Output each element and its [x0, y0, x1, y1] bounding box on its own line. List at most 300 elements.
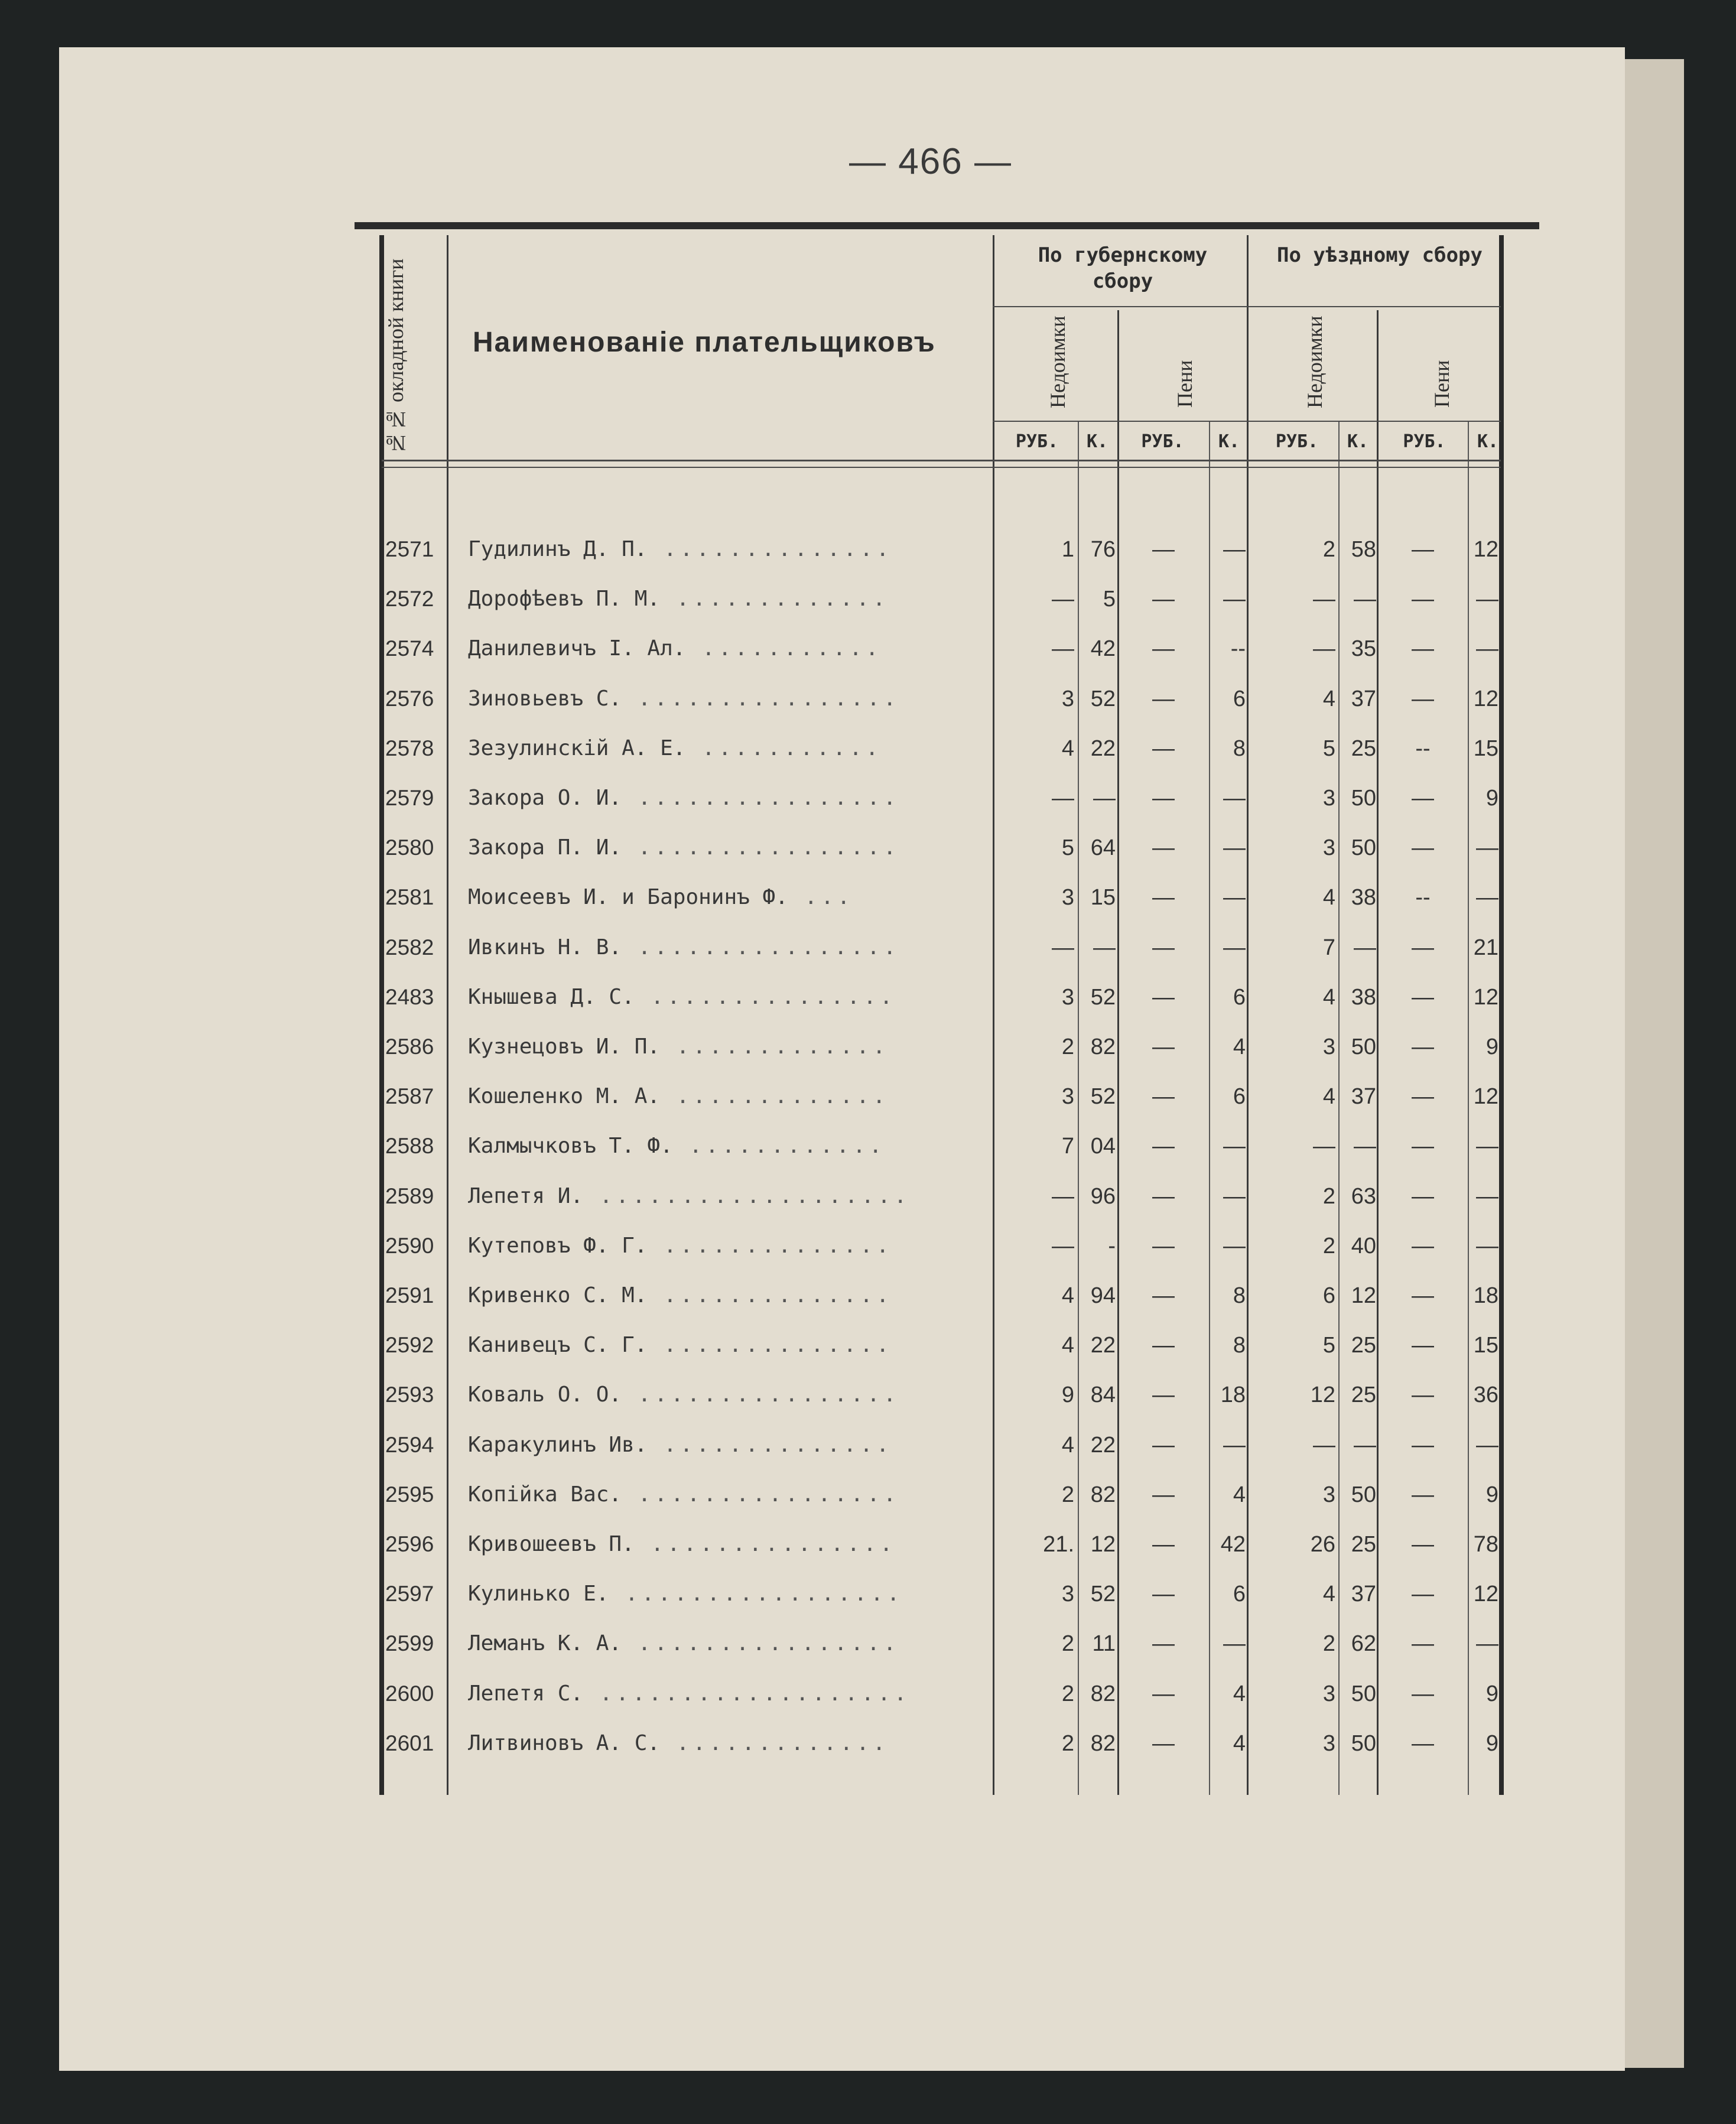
gub-peni-rub: — [1152, 1532, 1175, 1557]
uezd-nedoimki-kop: 50 [1351, 1035, 1376, 1059]
gub-peni-kop: — [1223, 587, 1246, 612]
uezd-peni-kop: 15 [1473, 1333, 1498, 1358]
gub-nedoimki-kop: 15 [1090, 885, 1116, 910]
uezd-nedoimki-rub: 3 [1322, 1482, 1335, 1507]
uezd-peni-kop: — [1476, 1134, 1498, 1159]
unit-uezd-peni-kop: К. [1477, 431, 1499, 452]
payer-name: Закора О. И. ................ [468, 786, 900, 810]
header-group-underline [993, 306, 1501, 307]
table-row [0, 1121, 1736, 1171]
payer-name: Кутеповъ Ф. Г. .............. [468, 1233, 893, 1258]
payer-name: Лепетя С. ................... [468, 1681, 911, 1706]
table-row [0, 1669, 1736, 1719]
book-number: 2599 [385, 1631, 434, 1656]
gub-peni-rub: — [1152, 636, 1175, 662]
table-row [0, 1619, 1736, 1668]
uezd-nedoimki-rub: 2 [1322, 1631, 1335, 1657]
gub-nedoimki-rub: 2 [1061, 1731, 1074, 1756]
gub-nedoimki-kop: 82 [1090, 1035, 1116, 1059]
payer-name: Данилевичъ І. Ал. ........... [468, 636, 882, 661]
uezd-peni-kop: — [1476, 885, 1498, 910]
gub-peni-rub: — [1152, 1731, 1175, 1756]
gub-peni-rub: — [1152, 587, 1175, 612]
gub-peni-rub: — [1152, 1084, 1175, 1110]
gub-peni-rub: — [1152, 835, 1175, 861]
gub-nedoimki-kop: 22 [1090, 1333, 1116, 1358]
gub-peni-rub: — [1152, 1383, 1175, 1408]
uezd-nedoimki-rub: — [1313, 587, 1335, 612]
payer-name: Кривошеевъ П. ............... [468, 1532, 896, 1556]
uezd-nedoimki-kop: 50 [1351, 786, 1376, 811]
uezd-nedoimki-kop: 37 [1351, 686, 1376, 711]
book-number: 2586 [385, 1035, 434, 1059]
gub-peni-kop: 8 [1233, 736, 1246, 761]
header-gub-group: По губернскому сбору [1038, 243, 1208, 293]
page-number: — 466 — [849, 141, 1012, 182]
payer-name: Литвиновъ А. С. ............. [468, 1731, 889, 1755]
uezd-nedoimki-rub: 4 [1322, 885, 1335, 910]
leader-dots: ............ [672, 1134, 886, 1159]
uezd-peni-rub: — [1412, 1333, 1434, 1358]
gub-nedoimki-rub: 3 [1061, 885, 1074, 910]
gub-peni-kop: 4 [1233, 1035, 1246, 1059]
leader-dots: ................ [622, 835, 900, 860]
gub-nedoimki-rub: 2 [1061, 1681, 1074, 1706]
payer-name: Моисеевъ И. и Баронинъ Ф. ... [468, 885, 854, 910]
header-payers-name: Наименованіе плательщиковъ [473, 327, 936, 358]
uezd-peni-kop: 12 [1473, 686, 1498, 711]
uezd-peni-rub: — [1412, 1532, 1434, 1557]
gub-peni-rub: — [1152, 686, 1175, 711]
gub-peni-rub: — [1152, 1233, 1175, 1258]
uezd-peni-rub: — [1412, 1134, 1434, 1159]
uezd-peni-kop: 18 [1473, 1283, 1498, 1308]
uezd-nedoimki-kop: 50 [1351, 1731, 1376, 1756]
gub-peni-rub: — [1152, 1681, 1175, 1706]
uezd-peni-kop: 21 [1473, 935, 1498, 960]
leader-dots: ... [788, 885, 854, 910]
gub-peni-kop: — [1223, 1233, 1246, 1258]
uezd-nedoimki-kop: 37 [1351, 1582, 1376, 1607]
leader-dots: .............. [647, 1233, 893, 1258]
table-row [0, 1420, 1736, 1470]
uezd-nedoimki-rub: 4 [1322, 984, 1335, 1010]
gub-nedoimki-kop: 82 [1090, 1482, 1116, 1507]
gub-peni-kop: — [1223, 885, 1246, 910]
uezd-nedoimki-kop: 50 [1351, 1681, 1376, 1706]
gub-nedoimki-rub: 1 [1061, 537, 1074, 562]
gub-nedoimki-rub: 4 [1061, 1283, 1074, 1308]
header-uezd-nedoimki: Недоимки [1303, 315, 1327, 408]
gub-peni-rub: — [1152, 1333, 1175, 1358]
payer-name: Калмычковъ Т. Ф. ............ [468, 1134, 886, 1159]
gub-peni-rub: — [1152, 1134, 1175, 1159]
uezd-peni-rub: — [1412, 1731, 1434, 1756]
uezd-nedoimki-kop: — [1354, 587, 1376, 612]
gub-peni-kop: 4 [1233, 1731, 1246, 1756]
gub-nedoimki-rub: 3 [1061, 686, 1074, 711]
gub-peni-kop: — [1223, 1134, 1246, 1159]
leader-dots: ................ [622, 1482, 900, 1507]
gub-nedoimki-rub: 3 [1061, 984, 1074, 1010]
gub-peni-rub: — [1152, 1482, 1175, 1507]
uezd-peni-rub: — [1412, 1482, 1434, 1507]
book-number: 2576 [385, 686, 434, 711]
gub-nedoimki-kop: 52 [1090, 1084, 1116, 1110]
uezd-peni-rub: — [1412, 1283, 1434, 1308]
header-units-line [993, 421, 1501, 422]
gub-nedoimki-kop: — [1093, 786, 1116, 811]
table-row [0, 972, 1736, 1022]
header-bottom-line-2 [382, 467, 1501, 468]
uezd-nedoimki-rub: — [1313, 1134, 1335, 1159]
uezd-nedoimki-kop: 25 [1351, 1383, 1376, 1408]
table-row [0, 1022, 1736, 1072]
payer-name: Канивецъ С. Г. .............. [468, 1333, 893, 1358]
gub-nedoimki-kop: - [1108, 1233, 1116, 1258]
uezd-nedoimki-kop: 63 [1351, 1183, 1376, 1209]
gub-nedoimki-rub: 3 [1061, 1084, 1074, 1110]
gub-nedoimki-rub: 4 [1061, 1432, 1074, 1458]
gub-nedoimki-rub: 4 [1061, 1333, 1074, 1358]
unit-gub-peni-kop: К. [1218, 431, 1240, 452]
gub-nedoimki-kop: 52 [1090, 984, 1116, 1010]
payer-name: Кулинько Е. ................. [468, 1582, 903, 1606]
uezd-nedoimki-kop: 58 [1351, 537, 1376, 562]
book-number: 2595 [385, 1482, 434, 1507]
uezd-peni-kop: — [1476, 1631, 1498, 1657]
uezd-peni-rub: — [1412, 1233, 1434, 1258]
gub-nedoimki-kop: — [1093, 935, 1116, 960]
payer-name: Кошеленко М. А. ............. [468, 1084, 889, 1109]
gub-nedoimki-rub: 2 [1061, 1035, 1074, 1059]
gub-nedoimki-kop: 82 [1090, 1731, 1116, 1756]
uezd-peni-kop: 12 [1473, 1084, 1498, 1110]
uezd-nedoimki-kop: 37 [1351, 1084, 1376, 1110]
unit-uezd-peni-rub: РУБ. [1403, 431, 1446, 452]
leader-dots: ........... [685, 636, 882, 661]
gub-peni-kop: — [1223, 1432, 1246, 1458]
gub-peni-rub: — [1152, 736, 1175, 761]
gub-nedoimki-rub: 21. [1043, 1532, 1074, 1557]
gub-nedoimki-kop: 22 [1090, 1432, 1116, 1458]
gub-peni-rub: — [1152, 1432, 1175, 1458]
gub-peni-rub: — [1152, 1035, 1175, 1059]
gub-peni-kop: — [1223, 786, 1246, 811]
book-number: 2582 [385, 935, 434, 959]
book-number: 2597 [385, 1582, 434, 1606]
uezd-nedoimki-kop: 40 [1351, 1233, 1376, 1258]
gub-nedoimki-rub: — [1052, 935, 1074, 960]
table-row [0, 1221, 1736, 1271]
uezd-peni-kop: 15 [1473, 736, 1498, 761]
uezd-peni-rub: — [1412, 1084, 1434, 1110]
gub-nedoimki-kop: 64 [1090, 835, 1116, 861]
header-book-number: №№ окладной книги [384, 258, 408, 455]
gub-nedoimki-rub: 3 [1061, 1582, 1074, 1607]
uezd-nedoimki-rub: 4 [1322, 1582, 1335, 1607]
uezd-nedoimki-rub: 7 [1322, 935, 1335, 960]
uezd-nedoimki-kop: — [1354, 935, 1376, 960]
table-row [0, 1320, 1736, 1370]
table-row [0, 1172, 1736, 1221]
leader-dots: ................ [622, 786, 900, 810]
uezd-nedoimki-kop: 35 [1351, 636, 1376, 662]
unit-gub-nedoimki-kop: К. [1086, 431, 1108, 452]
gub-peni-kop: 8 [1233, 1283, 1246, 1308]
leader-dots: ................... [583, 1681, 911, 1706]
gub-nedoimki-rub: — [1052, 636, 1074, 662]
payer-name: Каракулинъ Ив. .............. [468, 1432, 893, 1457]
book-number: 2580 [385, 835, 434, 860]
gub-peni-kop: 18 [1220, 1383, 1246, 1408]
uezd-nedoimki-rub: 12 [1310, 1383, 1335, 1408]
payer-name: Лепетя И. ................... [468, 1183, 911, 1208]
gub-nedoimki-rub: — [1052, 786, 1074, 811]
payer-name: Зезулинскій А. Е. ........... [468, 736, 882, 760]
gub-peni-kop: 4 [1233, 1482, 1246, 1507]
payer-name: Леманъ К. А. ................ [468, 1631, 900, 1656]
unit-gub-nedoimki-rub: РУБ. [1015, 431, 1059, 452]
payer-name: Кривенко С. М. .............. [468, 1283, 893, 1307]
uezd-peni-rub: — [1412, 587, 1434, 612]
payer-name: Копійка Вас. ................ [468, 1482, 900, 1507]
leader-dots: .............. [647, 1432, 893, 1457]
gub-nedoimki-kop: 84 [1090, 1383, 1116, 1408]
uezd-peni-kop: — [1476, 1183, 1498, 1209]
gub-peni-kop: — [1223, 935, 1246, 960]
header-gub-nedoimki: Недоимки [1046, 315, 1069, 408]
uezd-peni-kop: 9 [1485, 1731, 1498, 1756]
table-row [0, 674, 1736, 724]
unit-uezd-nedoimki-rub: РУБ. [1275, 431, 1319, 452]
uezd-nedoimki-rub: — [1313, 636, 1335, 662]
leader-dots: ............. [660, 1084, 889, 1109]
book-number: 2592 [385, 1333, 434, 1358]
uezd-nedoimki-rub: 2 [1322, 1233, 1335, 1258]
header-bottom-line [382, 460, 1501, 461]
gub-peni-kop: 4 [1233, 1681, 1246, 1706]
unit-uezd-nedoimki-kop: К. [1347, 431, 1369, 452]
table-row [0, 1569, 1736, 1619]
book-number: 2579 [385, 786, 434, 810]
leader-dots: ........... [685, 736, 882, 760]
uezd-peni-rub: -- [1415, 736, 1431, 761]
book-number: 2587 [385, 1084, 434, 1109]
uezd-peni-rub: — [1412, 935, 1434, 960]
table-row [0, 873, 1736, 922]
header-gub-peni: Пени [1173, 360, 1197, 408]
gub-peni-kop: 6 [1233, 1582, 1246, 1607]
gub-peni-kop: — [1223, 1183, 1246, 1209]
gub-nedoimki-rub: 2 [1061, 1631, 1074, 1657]
gub-peni-kop: 6 [1233, 1084, 1246, 1110]
gub-peni-rub: — [1152, 935, 1175, 960]
gub-nedoimki-rub: — [1052, 1183, 1074, 1209]
payer-name: Закора П. И. ................ [468, 835, 900, 860]
uezd-peni-kop: — [1476, 587, 1498, 612]
book-number: 2571 [385, 537, 434, 561]
table-row [0, 1470, 1736, 1520]
uezd-peni-rub: — [1412, 1631, 1434, 1657]
uezd-nedoimki-kop: — [1354, 1432, 1376, 1458]
leader-dots: ................. [609, 1582, 903, 1606]
leader-dots: ............. [660, 1035, 889, 1059]
payer-name: Коваль О. О. ................ [468, 1383, 900, 1407]
leader-dots: ................ [622, 1383, 900, 1407]
payer-name: Гудилинъ Д. П. .............. [468, 537, 893, 561]
leader-dots: ................ [622, 935, 900, 959]
uezd-nedoimki-rub: 2 [1322, 537, 1335, 562]
uezd-nedoimki-kop: 62 [1351, 1631, 1376, 1657]
book-number: 2572 [385, 587, 434, 611]
uezd-nedoimki-rub: 26 [1310, 1532, 1335, 1557]
gub-nedoimki-kop: 52 [1090, 1582, 1116, 1607]
gub-nedoimki-kop: 22 [1090, 736, 1116, 761]
uezd-peni-kop: 78 [1473, 1532, 1498, 1557]
leader-dots: ............... [634, 1532, 896, 1556]
uezd-nedoimki-rub: 3 [1322, 835, 1335, 861]
gub-peni-kop: 8 [1233, 1333, 1246, 1358]
uezd-nedoimki-rub: 4 [1322, 686, 1335, 711]
gub-nedoimki-kop: 94 [1090, 1283, 1116, 1308]
uezd-nedoimki-rub: 3 [1322, 1035, 1335, 1059]
gub-peni-rub: — [1152, 1631, 1175, 1657]
payer-name: Кнышева Д. С. ............... [468, 984, 896, 1009]
gub-nedoimki-kop: 04 [1090, 1134, 1116, 1159]
uezd-peni-kop: 9 [1485, 1482, 1498, 1507]
gub-nedoimki-rub: — [1052, 587, 1074, 612]
uezd-nedoimki-kop: 50 [1351, 835, 1376, 861]
gub-peni-kop: -- [1230, 636, 1246, 662]
table-row [0, 724, 1736, 773]
payer-name: Кузнецовъ И. П. ............. [468, 1035, 889, 1059]
uezd-peni-rub: — [1412, 636, 1434, 662]
book-number: 2601 [385, 1731, 434, 1755]
book-number: 2578 [385, 736, 434, 760]
table-row [0, 1370, 1736, 1420]
payer-name: Зиновьевъ С. ................ [468, 686, 900, 711]
gub-peni-kop: 6 [1233, 984, 1246, 1010]
uezd-nedoimki-kop: 38 [1351, 984, 1376, 1010]
gub-nedoimki-kop: 5 [1103, 587, 1116, 612]
gub-peni-kop: — [1223, 537, 1246, 562]
payer-name: Ивкинъ Н. В. ................ [468, 935, 900, 959]
book-number: 2581 [385, 885, 434, 910]
leader-dots: .............. [647, 1333, 893, 1358]
table-row [0, 525, 1736, 574]
gub-peni-kop: — [1223, 835, 1246, 861]
table-row [0, 624, 1736, 674]
gub-nedoimki-rub: 9 [1061, 1383, 1074, 1408]
uezd-peni-kop: 12 [1473, 984, 1498, 1010]
uezd-nedoimki-rub: 4 [1322, 1084, 1335, 1110]
gub-peni-rub: — [1152, 885, 1175, 910]
uezd-peni-rub: — [1412, 686, 1434, 711]
leader-dots: .............. [647, 537, 893, 561]
book-number: 2574 [385, 636, 434, 661]
table-top-rule [355, 222, 1539, 229]
gub-peni-rub: — [1152, 537, 1175, 562]
leader-dots: ................ [622, 686, 900, 711]
gub-nedoimki-kop: 52 [1090, 686, 1116, 711]
book-number: 2589 [385, 1183, 434, 1208]
payer-name: Дорофѣевъ П. М. ............. [468, 587, 889, 611]
gub-peni-rub: — [1152, 1582, 1175, 1607]
uezd-nedoimki-kop: 25 [1351, 1532, 1376, 1557]
gub-peni-rub: — [1152, 1283, 1175, 1308]
gub-peni-kop: 42 [1220, 1532, 1246, 1557]
uezd-peni-kop: — [1476, 636, 1498, 662]
uezd-peni-kop: 12 [1473, 1582, 1498, 1607]
uezd-peni-kop: — [1476, 835, 1498, 861]
uezd-nedoimki-rub: 3 [1322, 1731, 1335, 1756]
uezd-nedoimki-rub: 5 [1322, 1333, 1335, 1358]
uezd-peni-rub: — [1412, 1183, 1434, 1209]
book-number: 2588 [385, 1134, 434, 1159]
uezd-nedoimki-kop: 25 [1351, 1333, 1376, 1358]
uezd-nedoimki-rub: 6 [1322, 1283, 1335, 1308]
gub-nedoimki-rub: 2 [1061, 1482, 1074, 1507]
gub-peni-rub: — [1152, 786, 1175, 811]
gub-nedoimki-kop: 82 [1090, 1681, 1116, 1706]
uezd-peni-rub: — [1412, 1035, 1434, 1059]
uezd-nedoimki-rub: — [1313, 1432, 1335, 1458]
uezd-peni-rub: — [1412, 1582, 1434, 1607]
gub-nedoimki-rub: 7 [1061, 1134, 1074, 1159]
gub-peni-kop: 6 [1233, 686, 1246, 711]
book-number: 2593 [385, 1383, 434, 1407]
uezd-nedoimki-kop: 50 [1351, 1482, 1376, 1507]
leader-dots: ............. [660, 587, 889, 611]
header-uezd-group: По уѣздному сбору [1277, 243, 1483, 267]
uezd-peni-rub: — [1412, 835, 1434, 861]
uezd-nedoimki-rub: 5 [1322, 736, 1335, 761]
leader-dots: ................... [583, 1183, 911, 1208]
uezd-nedoimki-rub: 3 [1322, 1681, 1335, 1706]
table-row [0, 1072, 1736, 1121]
gub-nedoimki-rub: 4 [1061, 736, 1074, 761]
uezd-peni-kop: 12 [1473, 537, 1498, 562]
book-number: 2483 [385, 984, 434, 1009]
uezd-peni-rub: -- [1415, 885, 1431, 910]
table-row [0, 1520, 1736, 1569]
gub-nedoimki-rub: 5 [1061, 835, 1074, 861]
book-number: 2600 [385, 1681, 434, 1706]
uezd-nedoimki-kop: 38 [1351, 885, 1376, 910]
uezd-peni-kop: — [1476, 1233, 1498, 1258]
gub-nedoimki-kop: 76 [1090, 537, 1116, 562]
leader-dots: ............. [660, 1731, 889, 1755]
book-number: 2594 [385, 1432, 434, 1457]
uezd-peni-kop: 9 [1485, 1681, 1498, 1706]
uezd-peni-kop: — [1476, 1432, 1498, 1458]
table-row [0, 1271, 1736, 1320]
book-number: 2596 [385, 1532, 434, 1556]
uezd-peni-rub: — [1412, 1383, 1434, 1408]
uezd-peni-kop: 9 [1485, 786, 1498, 811]
header-uezd-peni: Пени [1430, 360, 1454, 408]
gub-peni-rub: — [1152, 984, 1175, 1010]
uezd-peni-rub: — [1412, 1432, 1434, 1458]
gub-peni-kop: — [1223, 1631, 1246, 1657]
gub-nedoimki-kop: 42 [1090, 636, 1116, 662]
table-row [0, 574, 1736, 624]
table-row [0, 923, 1736, 972]
gub-nedoimki-kop: 11 [1092, 1631, 1116, 1657]
gub-nedoimki-kop: 12 [1090, 1532, 1116, 1557]
book-number: 2590 [385, 1233, 434, 1258]
